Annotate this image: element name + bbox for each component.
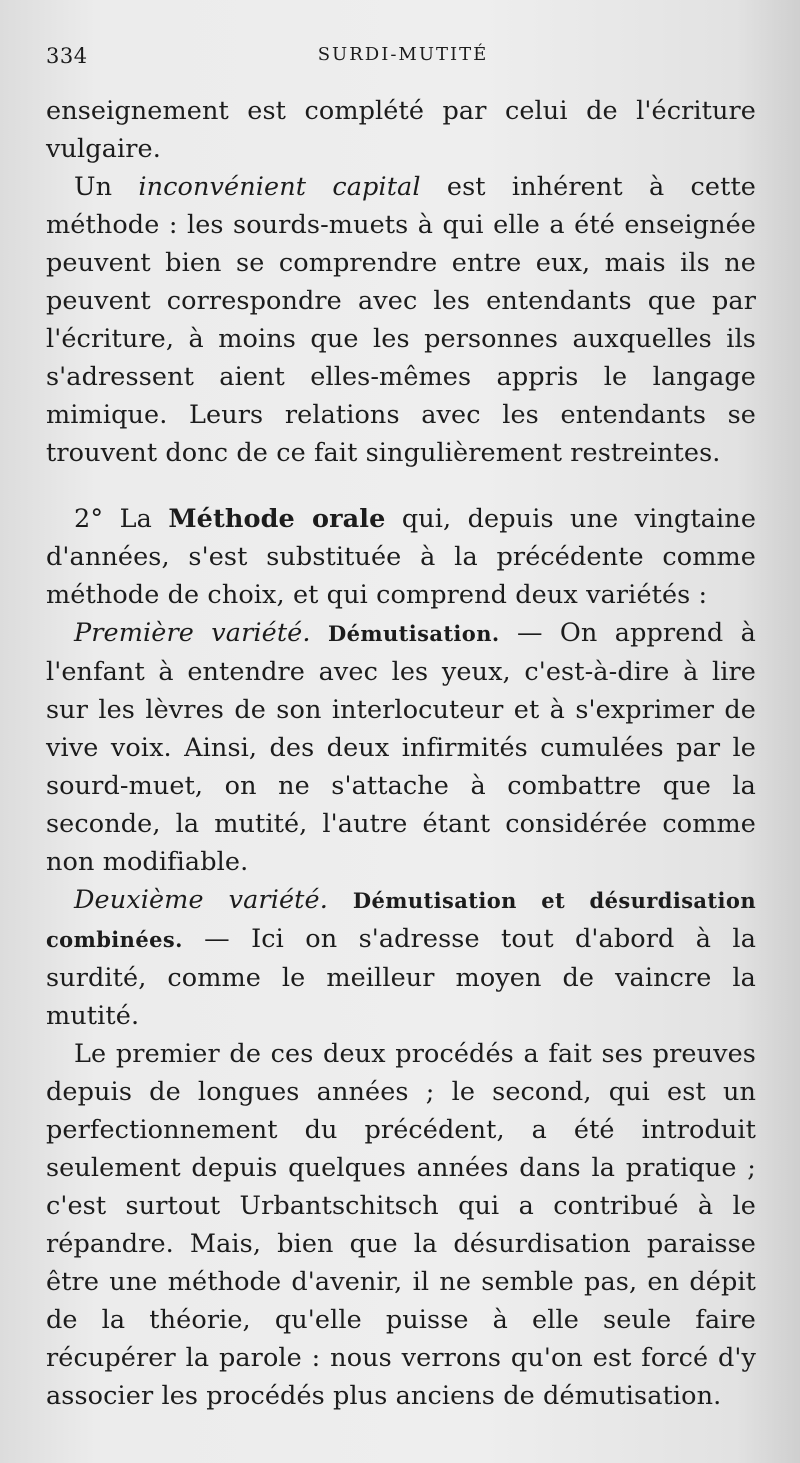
paragraph-5 — [46, 881, 756, 1035]
paragraph-2-body: est inhérent à cette méthode : les sourds-muets à qui elle a été enseignée peuvent bien se comprendre entre eux, mais ils ne peuvent correspondre avec les entendants que par l'écriture, à moins que les personnes auxquelles ils s'adressent aient elles-mêmes appris le langage mimique. Leurs relations avec les entendants se trouvent donc de ce fait singulièrement restreintes. — [46, 172, 757, 468]
running-head — [46, 40, 760, 74]
paragraph-2 — [46, 168, 756, 472]
paragraph-4-emphasis: Première variété. — [74, 618, 311, 648]
body-text — [46, 92, 756, 1415]
paragraph-4-body: — On apprend à l'enfant à entendre avec les yeux, c'est-à-dire à lire sur les lèvres de son interlocuteur et à s'exprimer de vive voix. Ainsi, des deux infirmités cumulées par le sourd-muet, on ne s'attache à combattre que la seconde, la mutité, l'autre étant considérée comme non modifiable. — [46, 618, 756, 877]
paragraph-6: Le premier de ces deux procédés a fait ses preuves depuis de longues années ; le second, qui est un perfectionnement du précédent, a été introduit seulement depuis quelques années dans la pratique ; c'est surtout Urbantschitsch qui a contribué à le répandre. Mais, bien que la désurdisation paraisse être une méthode d'avenir, il ne semble pas, en dépit de la théorie, qu'elle puisse à elle seule faire récupérer la parole : nous verrons qu'on est forcé d'y associer les procédés plus anciens de démutisation. — [46, 1039, 756, 1411]
page-number: 334 — [46, 44, 88, 68]
paragraph-1: enseignement est complété par celui de l'écriture vulgaire. — [46, 96, 756, 164]
paragraph-3-bold: Méthode orale — [168, 504, 386, 534]
paragraph-5-body: — Ici on s'adresse tout d'abord à la surdité, comme le meilleur moyen de vaincre la mutité. — [46, 924, 756, 1031]
running-title: SURDI-MUTITÉ — [317, 44, 489, 65]
paragraph-4-bold: Démutisation. — [327, 621, 500, 646]
paragraph-3-body: qui, depuis une vingtaine d'années, s'est substituée à la précédente comme méthode de choix, et qui comprend deux variétés : — [46, 504, 757, 610]
paragraph-4 — [46, 614, 756, 881]
paragraph-5-bold: Démutisation et désurdisation combinées. — [46, 888, 756, 952]
paragraph-5-emphasis: Deuxième variété. — [74, 885, 328, 915]
paragraph-3 — [46, 500, 756, 614]
paragraph-3-lead: 2° La — [74, 504, 169, 534]
paragraph-2-lead: Un — [74, 172, 139, 202]
paragraph-2-emphasis: inconvénient capital — [138, 172, 421, 202]
